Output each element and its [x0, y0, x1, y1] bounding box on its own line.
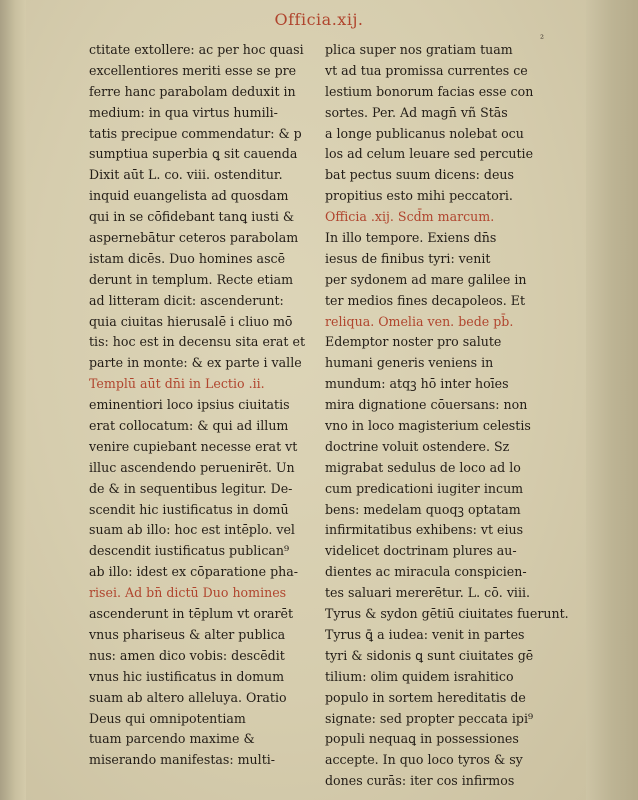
- text-line: sortes. Per. Ad magn̄ vñ Stās: [325, 104, 508, 120]
- text-line: Tyrus & sydon gētiū ciuitates fuerunt.: [325, 606, 569, 622]
- text-line: suam ab illo: hoc est intēplo. vel: [89, 522, 295, 538]
- text-line: erat collocatum: & qui ad illum: [89, 418, 289, 434]
- text-line: Templū aūt dn̄i in Lectio .ii.: [89, 376, 265, 392]
- text-line: Officia .xij. Scd̄m marcum.: [325, 209, 495, 225]
- text-line: nus: amen dico vobis: descēdit: [89, 647, 285, 663]
- text-line: per sydonem ad mare galilee in: [325, 271, 527, 287]
- text-line: descendit iustificatus publican⁹: [89, 543, 290, 559]
- text-line: bat pectus suum dicens: deus: [325, 167, 514, 183]
- text-line: de & in sequentibus legitur. De-: [89, 480, 293, 496]
- text-line: aspernebātur ceteros parabolam: [89, 230, 299, 246]
- running-head: Officia.xij.: [274, 10, 364, 29]
- text-line: signate: sed propter peccata ipi⁹: [325, 710, 534, 726]
- text-line: lestium bonorum facias esse con: [325, 83, 534, 99]
- text-line: plica super nos gratiam tuam: [325, 42, 513, 57]
- text-line: iesus de finibus tyri: venit: [325, 250, 491, 266]
- text-line: sumptiua superbia ꝗ sit cauenda: [89, 146, 298, 162]
- text-line: vnus phariseus & alter publica: [89, 626, 286, 642]
- text-line: ctitate extollere: ac per hoc quasi: [89, 42, 304, 57]
- text-line: Tyrus ꝗ̄ a iudea: venit in partes: [325, 626, 525, 642]
- text-line: illuc ascendendo peruenirēt. Un: [89, 459, 295, 475]
- text-line: excellentiores meriti esse se pre: [89, 62, 297, 78]
- text-line: doctrine voluit ostendere. Sz: [325, 438, 510, 454]
- text-line: bens: medelam quoqꝫ optatam: [325, 501, 521, 517]
- text-line: migrabat sedulus de loco ad lo: [325, 459, 521, 475]
- text-line: humani generis veniens in: [325, 355, 494, 371]
- text-line: ad litteram dicit: ascenderunt:: [89, 292, 284, 308]
- text-line: tyri & sidonis ꝗ sunt ciuitates gē: [325, 647, 534, 663]
- text-line: propitius esto mihi peccatori.: [325, 188, 513, 204]
- text-line: venire cupiebant necesse erat vt: [89, 438, 298, 454]
- text-line: tes saluari mererētur. L. cō. viii.: [325, 585, 531, 601]
- text-line: reliqua. Omelia ven. bede pb̄.: [325, 313, 514, 329]
- text-line: vt ad tua promissa currentes ce: [325, 62, 528, 78]
- text-line: risei. Ad bn̄ dictū Duo homines: [89, 585, 287, 601]
- text-line: miserando manifestas: multi-: [89, 752, 276, 768]
- text-line: ter medios fines decapoleos. Et: [325, 292, 526, 308]
- text-line: ascenderunt in tēplum vt orarēt: [89, 606, 294, 622]
- text-line: quia ciuitas hierusalē i cliuo mō: [89, 313, 293, 329]
- text-line: eminentiori loco ipsius ciuitatis: [89, 397, 290, 413]
- text-line: ferre hanc parabolam deduxit in: [89, 83, 296, 99]
- text-line: suam ab altero alleluya. Oratio: [89, 689, 287, 705]
- text-line: tatis precipue commendatur: & p: [89, 125, 302, 141]
- text-line: vnus hic iustificatus in domum: [89, 668, 285, 684]
- marginal-mark: ²: [539, 34, 544, 45]
- text-line: populi nequaꝗ in possessiones: [325, 731, 519, 747]
- text-line: tuam parcendo maxime &: [89, 731, 255, 747]
- page-edge-shadow: [586, 0, 638, 800]
- text-line: Deus qui omnipotentiam: [89, 710, 246, 726]
- text-line: accepte. In quo loco tyros & sy: [325, 752, 523, 768]
- text-line: infirmitatibus exhibens: vt eius: [325, 522, 524, 538]
- text-line: dones curās: iter cos infirmos: [325, 773, 515, 789]
- text-line: inquid euangelista ad quosdam: [89, 188, 289, 204]
- text-line: istam dicēs. Duo homines ascē: [89, 250, 286, 266]
- text-line: videlicet doctrinam plures au-: [325, 543, 517, 559]
- text-line: populo in sortem hereditatis de: [325, 689, 526, 705]
- text-line: In illo tempore. Exiens dn̄s: [325, 230, 497, 246]
- text-line: tilium: olim quidem israhitico: [325, 668, 514, 684]
- text-line: Edemptor noster pro salute: [325, 334, 502, 350]
- text-line: cum predicationi iugiter incum: [325, 480, 524, 496]
- left-text-column: [89, 40, 324, 771]
- right-text-column: [325, 40, 569, 792]
- text-line: vno in loco magisterium celestis: [325, 418, 531, 434]
- text-line: medium: in qua virtus humili-: [89, 104, 278, 120]
- text-line: derunt in templum. Recte etiam: [89, 271, 294, 287]
- text-line: mundum: atqꝫ hō inter hoīes: [325, 376, 509, 392]
- text-line: scendit hic iustificatus in domū: [89, 501, 289, 517]
- text-line: ab illo: idest ex cōparatione pha-: [89, 564, 299, 580]
- text-line: los ad celum leuare sed percutie: [325, 146, 534, 162]
- book-gutter: [0, 0, 27, 800]
- text-line: Dixit aūt L. co. viii. ostenditur.: [89, 167, 283, 183]
- text-line: qui in se cōfidebant tanꝗ iusti &: [89, 209, 295, 225]
- text-line: mira dignatione cōuersans: non: [325, 397, 528, 413]
- text-line: parte in monte: & ex parte i valle: [89, 355, 302, 371]
- text-line: a longe publicanus nolebat ocu: [325, 125, 524, 141]
- text-line: tis: hoc est in decensu sita erat et: [89, 334, 306, 350]
- text-line: dientes ac miracula conspicien-: [325, 564, 527, 580]
